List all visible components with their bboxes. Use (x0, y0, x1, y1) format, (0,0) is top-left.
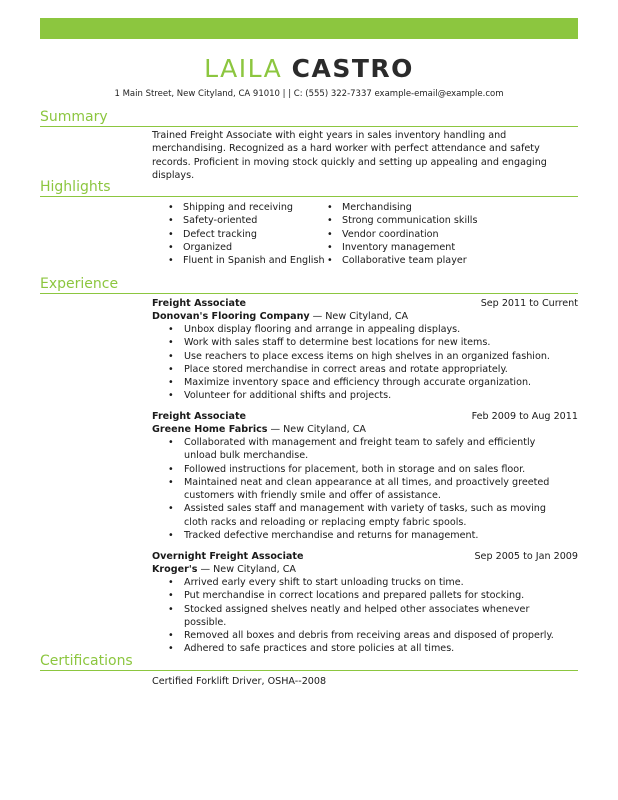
job-company: Greene Home Fabrics — New Cityland, CA (152, 424, 366, 435)
highlight-item: • Inventory management (327, 241, 477, 254)
highlights-right-list (327, 201, 477, 267)
list-item: • Put merchandise in correct locations and prepared pallets for stocking. (168, 589, 568, 602)
summary-heading: Summary (40, 109, 108, 125)
certification-item: Certified Forklift Driver, OSHA--2008 (152, 676, 327, 687)
highlight-item: • Merchandising (327, 201, 477, 214)
list-item: • Tracked defective merchandise and returns for management. (168, 529, 568, 542)
list-item: • Work with sales staff to determine best locations for new items. (168, 336, 568, 349)
list-item: • Maintained neat and clean appearance at all times, and proactively greeted customers with friendly smile and offer of assistance. (168, 476, 568, 503)
highlights-divider (40, 196, 578, 197)
header-accent-bar (40, 18, 578, 39)
certifications-heading: Certifications (40, 653, 133, 669)
job-dates: Feb 2009 to Aug 2011 (471, 411, 578, 422)
job-title: Overnight Freight Associate (152, 551, 304, 562)
job-dates: Sep 2011 to Current (480, 298, 578, 309)
highlight-item: • Vendor coordination (327, 228, 477, 241)
list-item: • Arrived early every shift to start unloading trucks on time. (168, 576, 568, 589)
list-item: • Use reachers to place excess items on high shelves in an organized fashion. (168, 350, 568, 363)
last-name: CASTRO (291, 54, 414, 83)
job-company: Kroger's — New Cityland, CA (152, 564, 296, 575)
contact-info: 1 Main Street, New Cityland, CA 91010 | | C: (555) 322-7337 example-email@example.com (114, 89, 504, 99)
list-item: • Unbox display flooring and arrange in appealing displays. (168, 323, 568, 336)
list-item: • Removed all boxes and debris from receiving areas and disposed of properly. (168, 629, 568, 642)
highlight-item: • Organized (168, 241, 325, 254)
highlight-item: • Shipping and receiving (168, 201, 325, 214)
list-item: • Adhered to safe practices and store policies at all times. (168, 642, 568, 655)
job-dates: Sep 2005 to Jan 2009 (474, 551, 578, 562)
candidate-name (0, 52, 618, 86)
highlights-heading: Highlights (40, 179, 111, 195)
highlight-item: • Safety-oriented (168, 214, 325, 227)
highlight-item: • Defect tracking (168, 228, 325, 241)
summary-divider (40, 126, 578, 127)
company-location: New Cityland, CA (283, 424, 366, 435)
company-name: Kroger's (152, 564, 198, 575)
job-bullets (168, 323, 568, 403)
company-location: New Cityland, CA (325, 311, 409, 322)
first-name: LAILA (204, 54, 283, 83)
list-item: • Volunteer for additional shifts and projects. (168, 389, 568, 402)
list-item: • Maximize inventory space and efficiency through accurate organization. (168, 376, 568, 389)
experience-heading: Experience (40, 276, 119, 292)
job-bullets (168, 576, 568, 656)
list-item: • Place stored merchandise in correct areas and rotate appropriately. (168, 363, 568, 376)
experience-divider (40, 293, 578, 294)
job-title: Freight Associate (152, 411, 247, 422)
highlight-item: • Strong communication skills (327, 214, 477, 227)
highlight-item: • Fluent in Spanish and English (168, 254, 325, 267)
list-item: • Followed instructions for placement, both in storage and on sales floor. (168, 463, 568, 476)
highlights-left-list (168, 201, 325, 267)
list-item: • Collaborated with management and freight team to safely and efficiently unload bulk merchandise. (168, 436, 568, 463)
summary-text: Trained Freight Associate with eight years in sales inventory handling and merchandising. Recognized as a hard worker with perfect attendance and safety records. Proficient in moving stock quickly and setting up appealing and engaging displays. (152, 130, 547, 182)
company-name: Donovan's Flooring Company (152, 311, 310, 322)
job-bullets (168, 436, 568, 542)
certifications-divider (40, 670, 578, 671)
list-item: • Assisted sales staff and management with variety of tasks, such as moving cloth racks and reloading or replacing empty fabric spools. (168, 502, 568, 529)
company-location: New Cityland, CA (213, 564, 296, 575)
job-title: Freight Associate (152, 298, 247, 309)
company-name: Greene Home Fabrics (152, 424, 268, 435)
list-item: • Stocked assigned shelves neatly and helped other associates whenever possible. (168, 603, 568, 630)
job-company: Donovan's Flooring Company — New Cityland, CA (152, 311, 409, 322)
highlight-item: • Collaborative team player (327, 254, 477, 267)
